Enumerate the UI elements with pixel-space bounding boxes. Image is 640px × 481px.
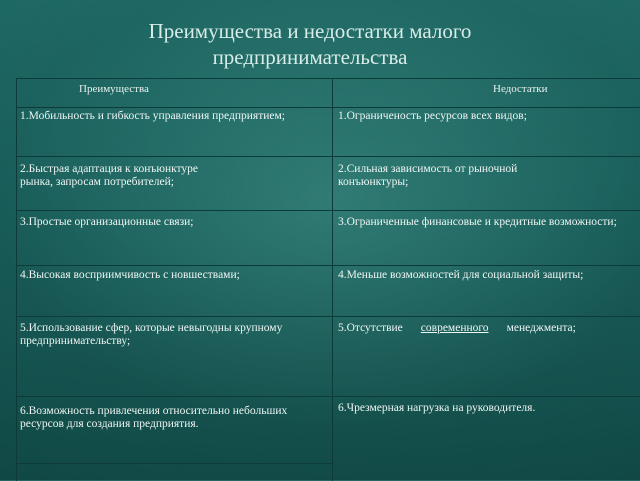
disadvantage-5-text-after: менеджмента; [506, 322, 576, 334]
row-divider [333, 107, 640, 108]
row-divider [17, 316, 640, 317]
row-divider [17, 156, 640, 157]
row-divider [17, 210, 640, 211]
modern-management-link[interactable]: современного [420, 322, 489, 334]
row-divider [17, 463, 332, 464]
disadvantage-4 [338, 269, 583, 282]
advantage-5-line-1: 5.Использование сфер, которые невыгодны крупному [20, 322, 283, 334]
disadvantage-5-text-before: 5.Отсутствие [338, 322, 403, 334]
advantage-2-line-2: рынка, запросам потребителей; [20, 176, 174, 188]
disadvantage-4-line-1: 4.Меньше возможностей для социальной защиты; [338, 269, 584, 281]
column-divider [332, 79, 333, 481]
advantage-5 [20, 322, 282, 348]
slide-title-line-2: предпринимательства [212, 45, 408, 69]
slide-title [80, 18, 540, 70]
disadvantage-6 [338, 402, 535, 415]
row-divider [17, 396, 640, 397]
slide-title-line-1: Преимущества и недостатки малого [148, 19, 472, 43]
advantage-6 [20, 405, 287, 431]
row-divider [17, 265, 640, 266]
advantage-4 [20, 269, 240, 282]
header-disadvantages: Недостатки [493, 83, 548, 95]
advantage-3 [20, 216, 193, 229]
advantage-2 [20, 163, 198, 189]
advantage-3-line-1: 3.Простые организационные связи; [20, 216, 194, 228]
disadvantage-3 [338, 216, 617, 229]
disadvantage-1-line-1: 1.Ограниченость ресурсов всех видов; [338, 110, 527, 122]
disadvantage-2-line-2: конъюнктуры; [338, 176, 409, 188]
advantage-4-line-1: 4.Высокая восприимчивость с новшествами; [20, 269, 240, 281]
disadvantage-2 [338, 163, 517, 189]
advantage-6-line-2: ресурсов для создания предприятия. [20, 418, 199, 430]
header-advantages: Преимущества [79, 83, 149, 95]
advantage-6-line-1: 6.Возможность привлечения относительно небольших [20, 405, 288, 417]
comparison-table [16, 78, 640, 481]
disadvantage-6-line-1: 6.Чрезмерная нагрузка на руководителя. [338, 402, 536, 414]
advantage-1-line-1: 1.Мобильность и гибкость управления предприятием; [20, 110, 285, 122]
advantage-2-line-1: 2.Быстрая адаптация к конъюнктуре [20, 163, 199, 175]
advantage-1 [20, 110, 285, 123]
disadvantage-2-line-1: 2.Сильная зависимость от рыночной [338, 163, 518, 175]
disadvantage-1 [338, 110, 527, 123]
advantage-5-line-2: предпринимательству; [20, 335, 131, 347]
disadvantage-5 [338, 322, 576, 335]
disadvantage-3-line-1: 3.Ограниченные финансовые и кредитные возможности; [338, 216, 617, 228]
row-divider [17, 107, 332, 108]
